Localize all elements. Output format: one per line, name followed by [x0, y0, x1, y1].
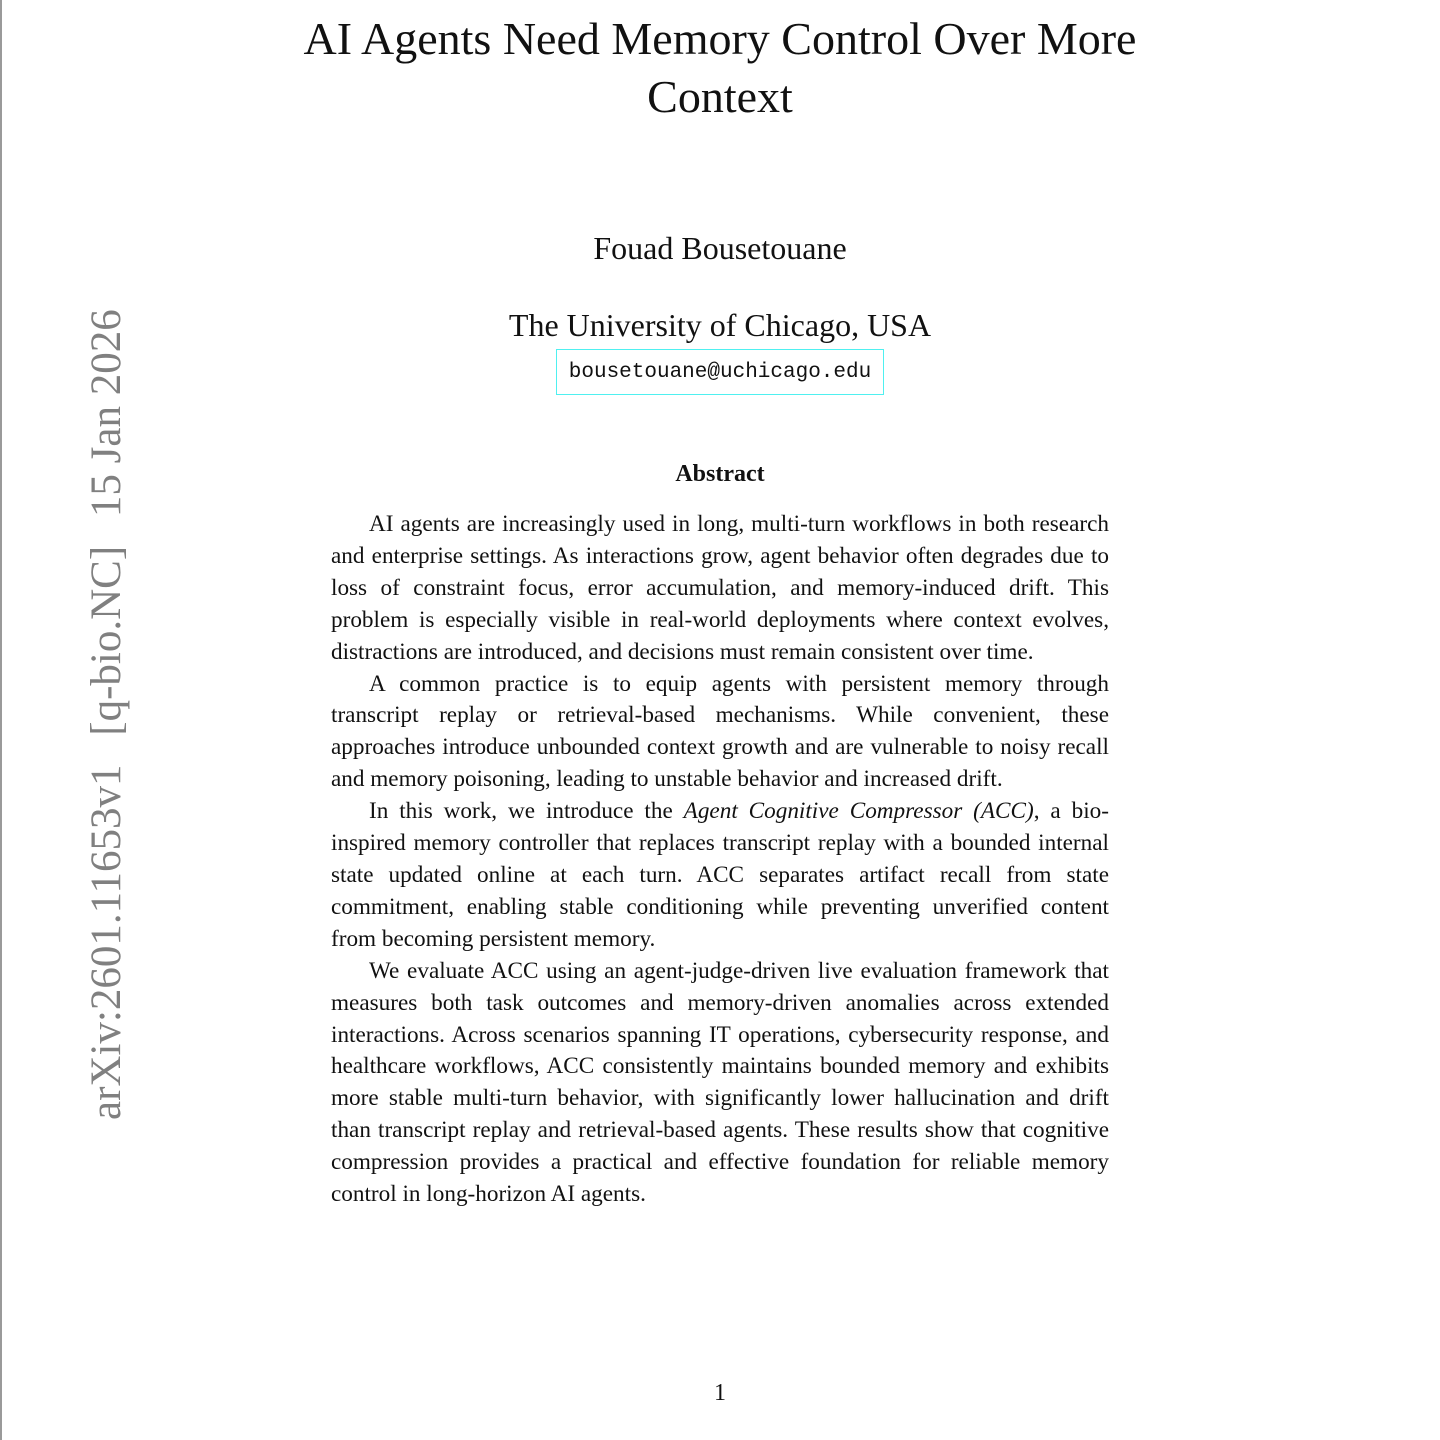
abstract-body [331, 509, 1109, 1211]
author-affiliation: The University of Chicago, USA [508, 307, 932, 343]
page-left-edge [0, 0, 2, 1440]
arxiv-id: arXiv:2601.11653v1 [83, 764, 130, 1120]
abstract-paragraph-4: We evaluate ACC using an agent-judge-driven live evaluation framework that measures both task outcomes and memory-driven anomalies across extended interactions. Across scenarios spanning IT operations, cybersecurity response, and healthcare workflows, ACC consistently maintains bounded memory and exhibits more stable multi-turn behavior, with significantly lower hallucination and drift than transcript replay and retrieval-based agents. These results show that cognitive compression provides a practical and effective foundation for reliable memory control in long-horizon AI agents. [331, 957, 1109, 1208]
acc-emphasis: Agent Cognitive Compressor (ACC) [683, 798, 1034, 825]
arxiv-category: [q-bio.NC] [83, 545, 130, 736]
abstract-paragraph-3 [331, 796, 1109, 956]
page-number: 1 [714, 1380, 726, 1406]
arxiv-date: 15 Jan 2026 [83, 309, 130, 518]
abstract-paragraph-1: AI agents are increasingly used in long, multi-turn workflows in both research and enterprise settings. As interactions grow, agent behavior often degrades due to loss of constraint focus, error accumulation, and memory-induced drift. This problem is especially visible in real-world deployments where context evolves, distractions are introduced, and decisions must remain consistent over time. [331, 511, 1109, 665]
abstract-paragraph-2: A common practice is to equip agents with persistent memory through transcript replay or retrieval-based mechanisms. While convenient, these approaches introduce unbounded context growth and are vulnerable to noisy recall and memory poisoning, leading to unstable behavior and increased drift. [331, 670, 1109, 793]
abstract-paragraph-3-lead: In this work, we introduce the [369, 798, 684, 825]
paper-title-line-2: Context [647, 71, 793, 122]
abstract-paragraph-3-rest: , a bio-inspired memory controller that replaces transcript replay with a bounded internal state updated online at each turn. ACC separates artifact recall from state commitment, enabling stable conditioning while preventing unverified content from becoming persistent memory. [331, 798, 1109, 952]
paper-title-line-1: AI Agents Need Memory Control Over More [303, 13, 1137, 64]
paper-title [240, 10, 1200, 126]
arxiv-sidebar-stamp [82, 240, 131, 1120]
author-email[interactable]: bousetouane@uchicago.edu [568, 360, 872, 384]
author-name: Fouad Bousetouane [593, 230, 847, 266]
email-link[interactable] [556, 349, 884, 395]
abstract-heading: Abstract [675, 461, 765, 487]
